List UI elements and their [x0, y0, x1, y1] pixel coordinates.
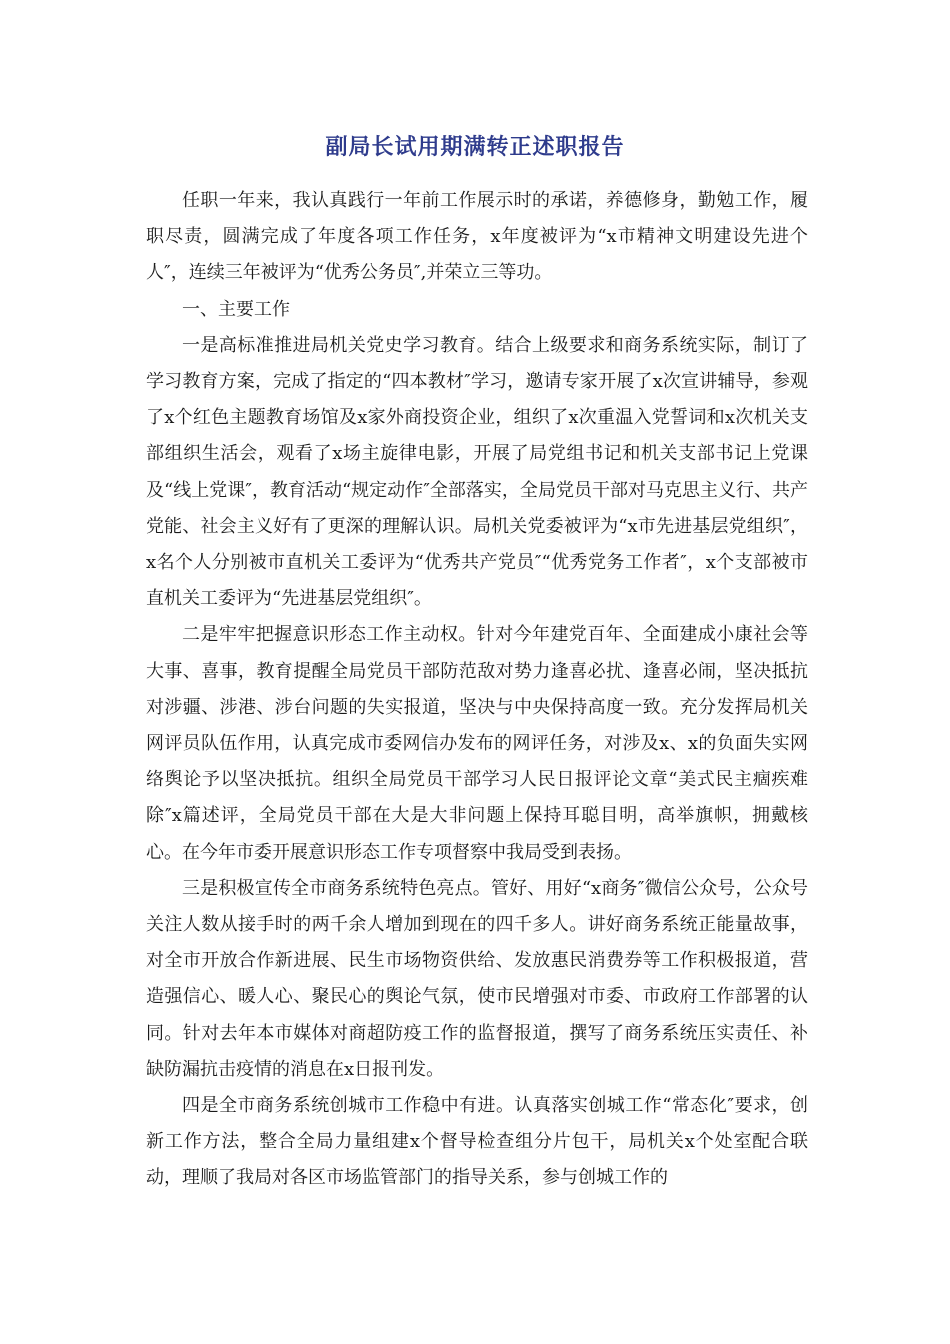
paragraph-intro: 任职一年来，我认真践行一年前工作展示时的承诺，养德修身，勤勉工作，履职尽责，圆满完成了年度各项工作任务，x年度被评为“x市精神文明建设先进个人″，连续三年被评为“优秀公务员″,并荣立三等功。 — [146, 190, 808, 284]
document-body — [146, 183, 808, 1197]
paragraph-civilized-city: 四是全市商务系统创城市工作稳中有进。认真落实创城工作“常态化″要求，创新工作方法，整合全局力量组建x个督导检查组分片包干，局机关x个处室配合联动，理顺了我局对各区市场监管部门的指导关系，参与创城工作的 — [146, 1095, 808, 1189]
section-heading-main-work: 一、主要工作 — [182, 298, 290, 320]
paragraph-publicity: 三是积极宣传全市商务系统特色亮点。管好、用好“x商务″微信公众号，公众号关注人数从接手时的两千余人增加到现在的四千多人。讲好商务系统正能量故事，对全市开放合作新进展、民生市场物资供给、发放惠民消费券等工作积极报道，营造强信心、暖人心、聚民心的舆论气氛，使市民增强对市委、市政府工作部署的认同。针对去年本市媒体对商超防疫工作的监督报道，撰写了商务系统压实责任、补缺防漏抗击疫情的消息在x日报刊发。 — [146, 877, 808, 1080]
paragraph-ideology-work: 二是牢牢把握意识形态工作主动权。针对今年建党百年、全面建成小康社会等大事、喜事，教育提醒全局党员干部防范敌对势力逢喜必扰、逢喜必闹，坚决抵抗对涉疆、涉港、涉台问题的失实报道，坚决与中央保持高度一致。充分发挥局机关网评员队伍作用，认真完成市委网信办发布的网评任务，对涉及x、x的负面失实网络舆论予以坚决抵抗。组织全局党员干部学习人民日报评论文章“美式民主痼疾难除″x篇述评，全局党员干部在大是大非问题上保持耳聪目明，高举旗帜，拥戴核心。在今年市委开展意识形态工作专项督察中我局受到表扬。 — [146, 624, 808, 863]
document-title: 副局长试用期满转正述职报告 — [325, 135, 625, 160]
paragraph-party-history-education: 一是高标准推进局机关党史学习教育。结合上级要求和商务系统实际，制订了学习教育方案，完成了指定的“四本教材″学习，邀请专家开展了x次宣讲辅导，参观了x个红色主题教育场馆及x家外商投资企业，组织了x次重温入党誓词和x次机关支部组织生活会，观看了x场主旋律电影，开展了局党组书记和机关支部书记上党课及“线上党课″，教育活动“规定动作″全部落实，全局党员干部对马克思主义行、共产党能、社会主义好有了更深的理解认识。局机关党委被评为“x市先进基层党组织″，x名个人分别被市直机关工委评为“优秀共产党员″“优秀党务工作者″，x个支部被市直机关工委评为“先进基层党组织″。 — [146, 334, 808, 610]
